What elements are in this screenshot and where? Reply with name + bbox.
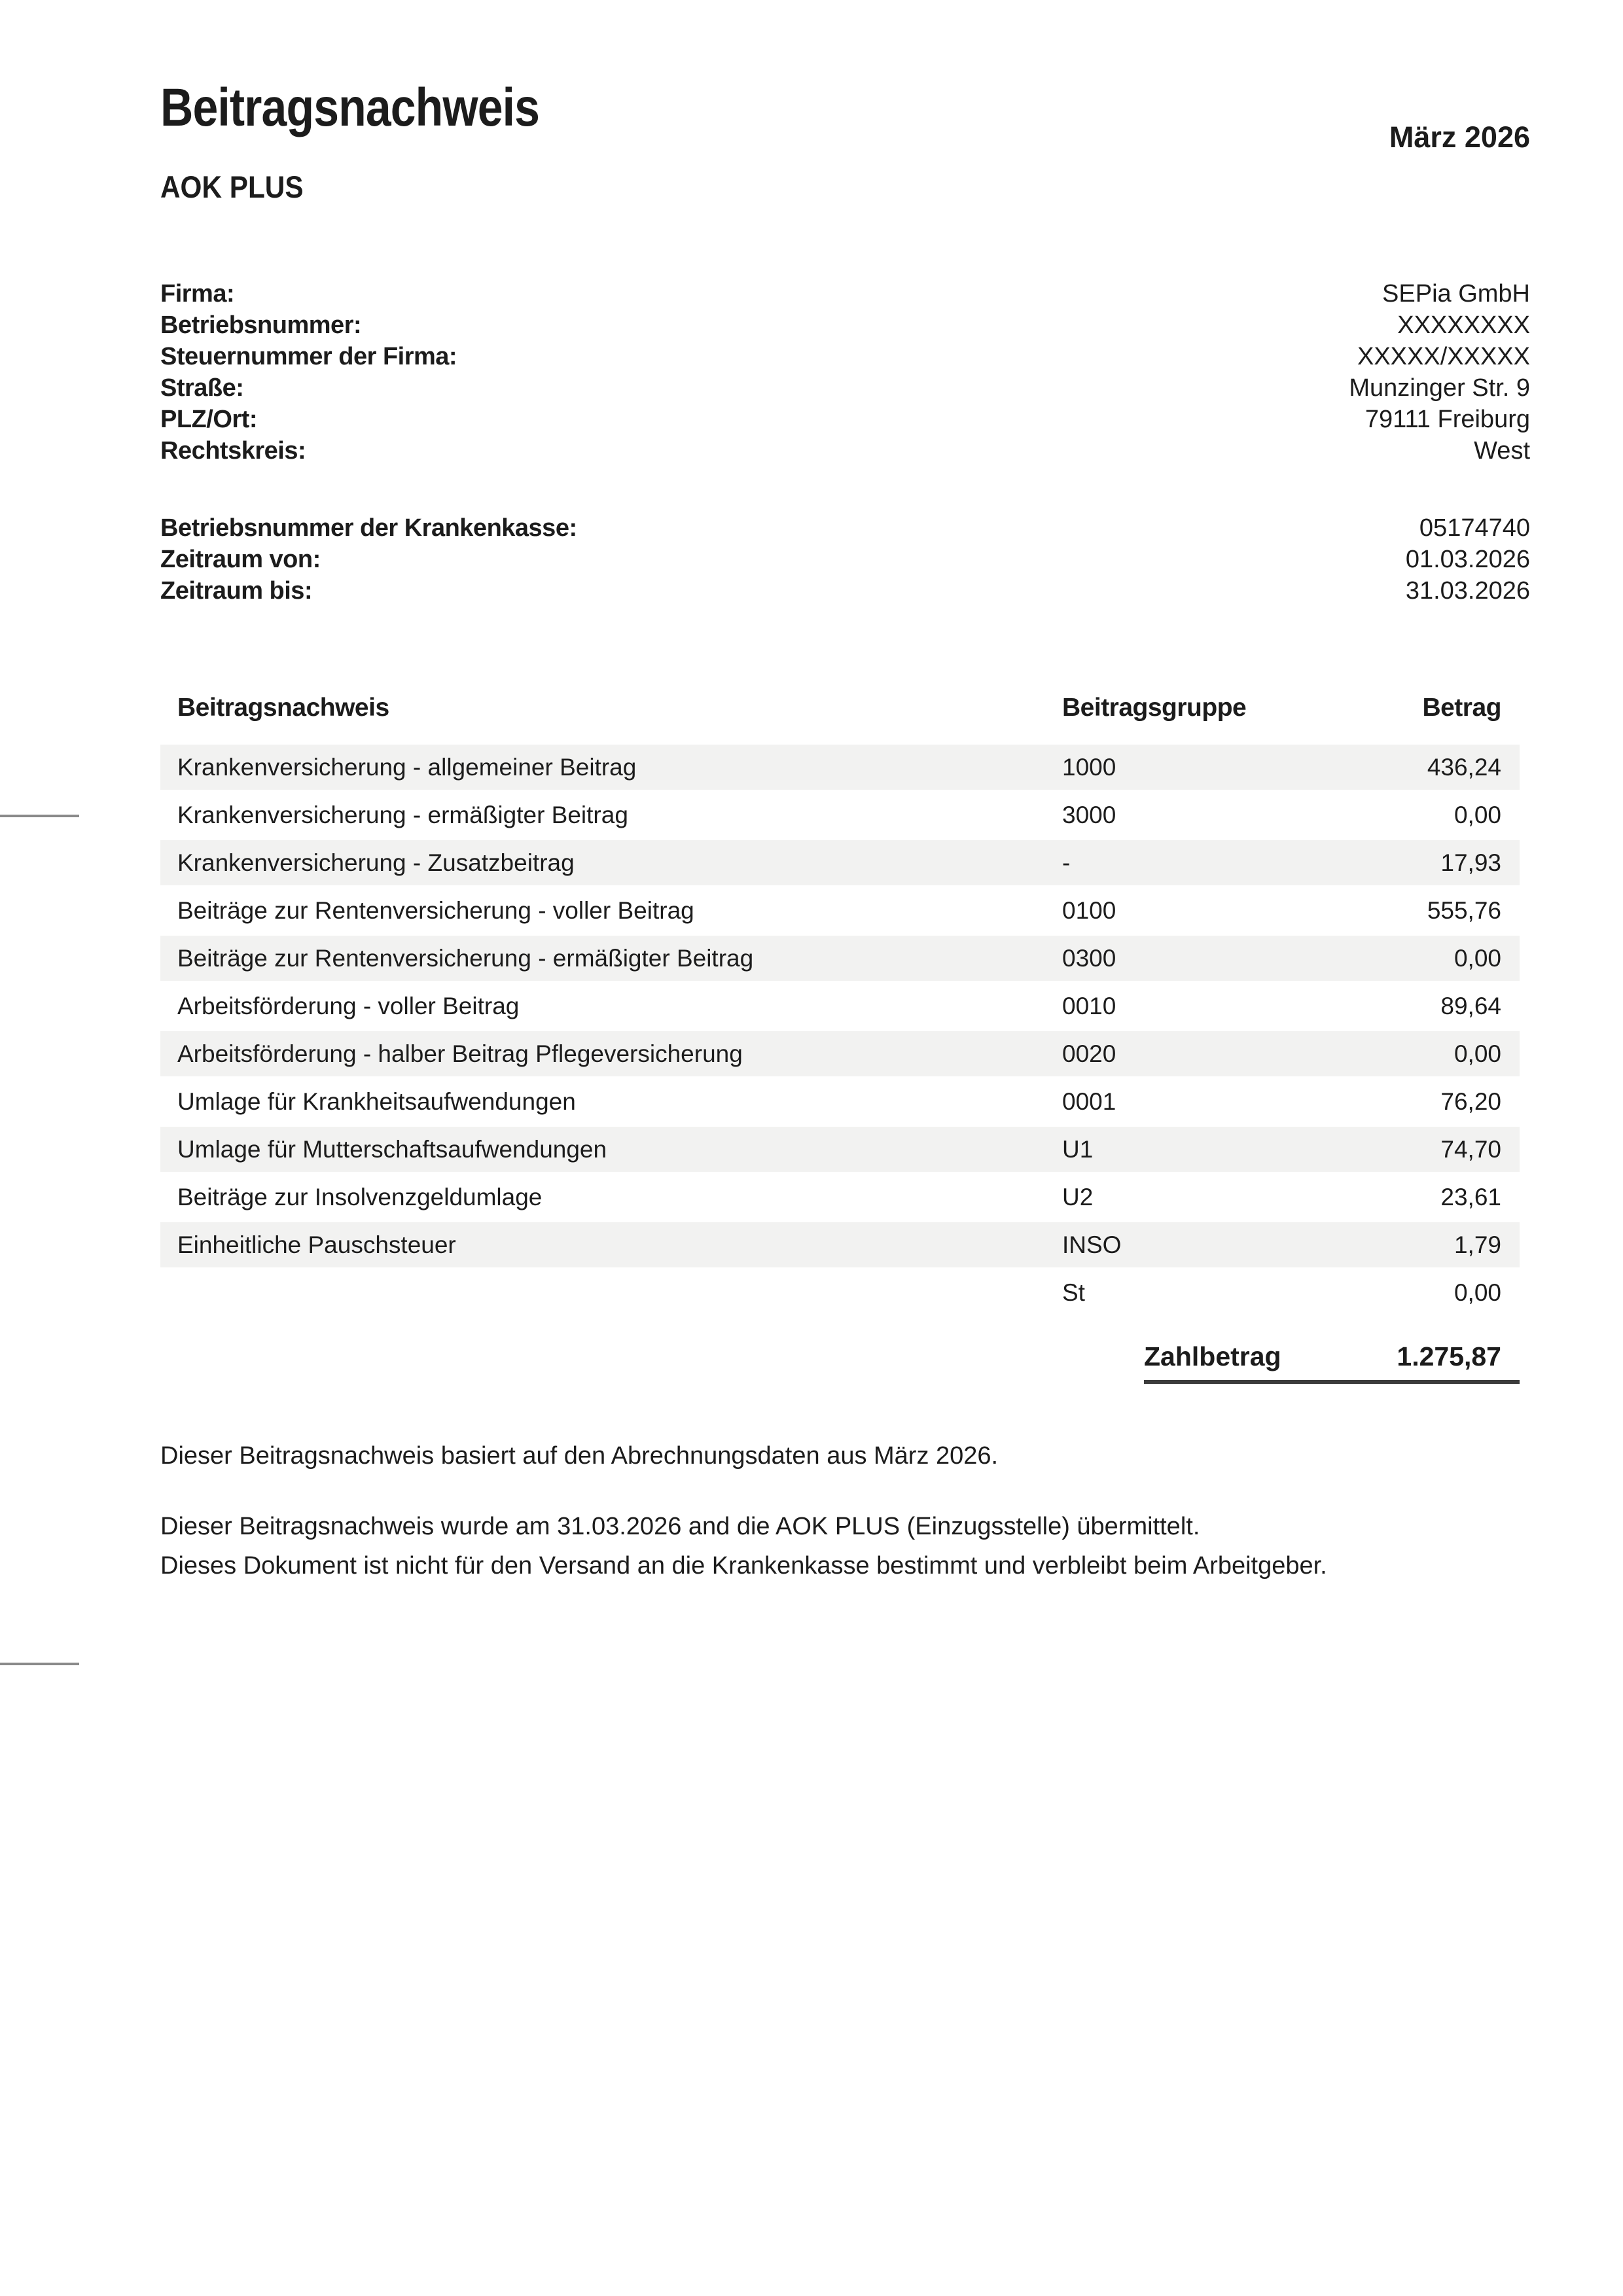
total-amount: 1.275,87: [1397, 1341, 1501, 1371]
row-contribution-group: 0300: [1062, 944, 1116, 972]
row-contribution-name: Einheitliche Pauschsteuer: [177, 1231, 456, 1258]
info-label: PLZ/Ort:: [160, 406, 257, 433]
info-value: 05174740: [1419, 514, 1530, 542]
row-contribution-name: Beiträge zur Insolvenzgeldumlage: [177, 1183, 543, 1210]
info-label: Betriebsnummer der Krankenkasse:: [160, 514, 577, 542]
row-amount: 0,00: [1454, 1040, 1501, 1067]
row-contribution-name: Krankenversicherung - ermäßigter Beitrag: [177, 801, 628, 828]
company-info-row: [160, 374, 1530, 406]
row-contribution-group: 1000: [1062, 753, 1116, 781]
info-value: Munzinger Str. 9: [1349, 374, 1530, 402]
footer-note-basis: Dieser Beitragsnachweis basiert auf den Abrechnungsdaten aus März 2026.: [160, 1442, 999, 1470]
row-contribution-name: Umlage für Krankheitsaufwendungen: [177, 1087, 576, 1115]
footer-note-retention: Dieses Dokument ist nicht für den Versand an die Krankenkasse bestimmt und verbleibt beim Arbeitgeber.: [160, 1552, 1327, 1580]
row-amount: 555,76: [1427, 896, 1501, 924]
table-row: [160, 792, 1520, 838]
insurer-name: AOK PLUS: [160, 169, 304, 204]
row-contribution-name: Krankenversicherung - allgemeiner Beitrag: [177, 753, 637, 781]
row-amount: 0,00: [1454, 944, 1501, 972]
header-amount: Betrag: [1422, 694, 1501, 722]
info-value: 31.03.2026: [1405, 577, 1530, 605]
info-label: Straße:: [160, 374, 244, 402]
row-contribution-group: U1: [1062, 1135, 1094, 1163]
info-value: West: [1474, 437, 1530, 465]
row-contribution-group: U2: [1062, 1183, 1094, 1210]
row-amount: 0,00: [1454, 1279, 1501, 1306]
table-row: [160, 1222, 1520, 1267]
kasse-info-row: [160, 577, 1530, 609]
info-value: 79111 Freiburg: [1364, 406, 1530, 433]
row-amount: 23,61: [1440, 1183, 1501, 1210]
row-contribution-name: Krankenversicherung - Zusatzbeitrag: [177, 849, 575, 876]
info-value: 01.03.2026: [1405, 546, 1530, 573]
row-contribution-group: 3000: [1062, 801, 1116, 828]
table-row: [160, 1031, 1520, 1076]
row-amount: 17,93: [1440, 849, 1501, 876]
company-info-row: [160, 311, 1530, 343]
row-contribution-group: 0001: [1062, 1087, 1116, 1115]
row-amount: 0,00: [1454, 801, 1501, 828]
info-label: Rechtskreis:: [160, 437, 306, 465]
row-contribution-group: 0010: [1062, 992, 1116, 1019]
row-contribution-name: Umlage für Mutterschaftsaufwendungen: [177, 1135, 607, 1163]
info-label: Steuernummer der Firma:: [160, 343, 457, 370]
header-group: Beitragsgruppe: [1062, 694, 1247, 722]
row-contribution-group: 0100: [1062, 896, 1116, 924]
kasse-info-row: [160, 546, 1530, 577]
kasse-info-row: [160, 514, 1530, 546]
total-label: Zahlbetrag: [1144, 1341, 1281, 1371]
company-info-block: [160, 280, 1530, 468]
info-label: Firma:: [160, 280, 235, 308]
table-header-row: [160, 694, 1520, 722]
info-value: SEPia GmbH: [1382, 280, 1530, 308]
company-info-row: [160, 280, 1530, 311]
total-row: [1144, 1341, 1520, 1384]
row-contribution-name: Beiträge zur Rentenversicherung - ermäßigter Beitrag: [177, 944, 754, 972]
info-value: XXXXXXXX: [1397, 311, 1530, 339]
table-row: [160, 1127, 1520, 1172]
row-amount: 1,79: [1454, 1231, 1501, 1258]
table-body: [160, 745, 1520, 1315]
company-info-row: [160, 437, 1530, 468]
row-contribution-name: Arbeitsförderung - voller Beitrag: [177, 992, 520, 1019]
row-amount: 74,70: [1440, 1135, 1501, 1163]
contributions-table: [160, 694, 1520, 1318]
fold-mark-bottom: [0, 1663, 79, 1665]
table-row: [160, 936, 1520, 981]
info-label: Zeitraum bis:: [160, 577, 313, 605]
row-amount: 76,20: [1440, 1087, 1501, 1115]
table-row: [160, 983, 1520, 1029]
info-label: Zeitraum von:: [160, 546, 321, 573]
company-info-row: [160, 343, 1530, 374]
table-row: [160, 888, 1520, 933]
info-label: Betriebsnummer:: [160, 311, 362, 339]
row-contribution-group: St: [1062, 1279, 1085, 1306]
company-info-row: [160, 406, 1530, 437]
row-amount: 89,64: [1440, 992, 1501, 1019]
header-name: Beitragsnachweis: [177, 694, 389, 722]
footer-note-transmitted: Dieser Beitragsnachweis wurde am 31.03.2026 and die AOK PLUS (Einzugsstelle) übermittelt.: [160, 1513, 1200, 1540]
table-row: [160, 1079, 1520, 1124]
table-row: [160, 1174, 1520, 1220]
table-row: [160, 840, 1520, 885]
row-contribution-group: INSO: [1062, 1231, 1122, 1258]
page-title: Beitragsnachweis: [160, 78, 540, 137]
table-row: [160, 745, 1520, 790]
row-contribution-name: Arbeitsförderung - halber Beitrag Pflegeversicherung: [177, 1040, 743, 1067]
row-contribution-group: 0020: [1062, 1040, 1116, 1067]
row-amount: 436,24: [1427, 753, 1501, 781]
period-label: März 2026: [1389, 120, 1530, 154]
table-row: [160, 1270, 1520, 1315]
info-value: XXXXX/XXXXX: [1357, 343, 1530, 370]
krankenkasse-info-block: [160, 514, 1530, 609]
row-contribution-group: -: [1062, 849, 1071, 876]
row-contribution-name: Beiträge zur Rentenversicherung - voller Beitrag: [177, 896, 694, 924]
fold-mark-top: [0, 815, 79, 817]
